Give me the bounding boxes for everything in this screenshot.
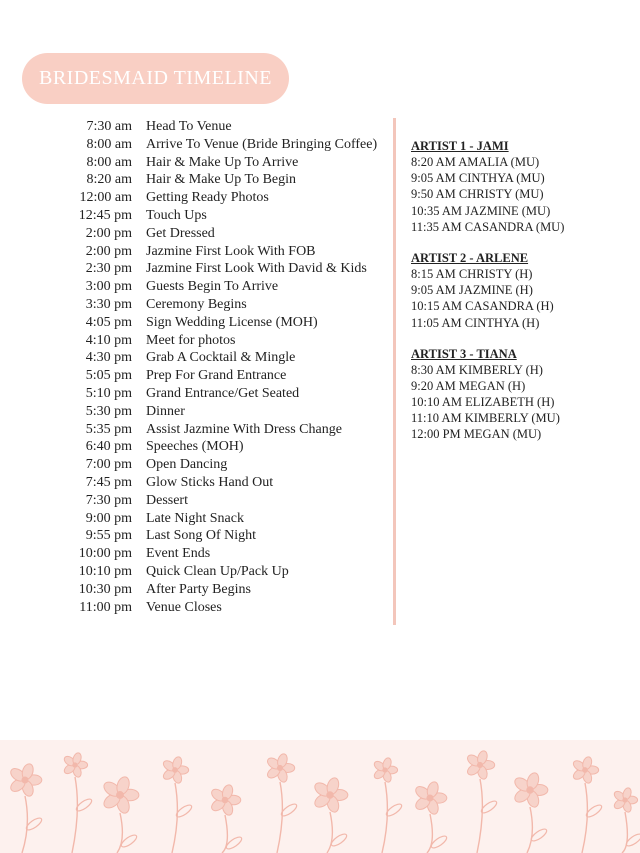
- timeline-time: 5:10 pm: [85, 385, 132, 401]
- timeline-time: 7:45 pm: [85, 474, 132, 490]
- timeline-time: 9:55 pm: [85, 528, 132, 544]
- timeline-event: Glow Sticks Hand Out: [146, 474, 274, 490]
- timeline-time: 7:30 pm: [85, 492, 132, 508]
- column-divider: [393, 118, 396, 625]
- timeline-event: Touch Ups: [146, 207, 207, 223]
- timeline-time: 7:30 am: [86, 119, 132, 134]
- timeline-event: Event Ends: [146, 546, 211, 562]
- timeline-row: [60, 421, 400, 439]
- timeline-event: Dessert: [146, 492, 188, 508]
- timeline-event: Get Dressed: [146, 225, 215, 241]
- timeline-event: Head To Venue: [146, 119, 232, 134]
- timeline-time: 8:00 am: [86, 136, 132, 152]
- timeline-time: 5:30 pm: [85, 403, 132, 419]
- timeline-event: Open Dancing: [146, 457, 228, 473]
- artist-slot: 9:05 AM CINTHYA (MU): [411, 171, 545, 186]
- timeline-event: Hair & Make Up To Begin: [146, 172, 297, 188]
- timeline-event: Arrive To Venue (Bride Bringing Coffee): [146, 136, 378, 152]
- artist-slot: 9:50 AM CHRISTY (MU): [411, 187, 544, 202]
- timeline-time: 3:30 pm: [85, 296, 132, 312]
- timeline-row: [60, 456, 400, 474]
- timeline-row: [60, 207, 400, 225]
- timeline-row: [60, 563, 400, 581]
- title-banner: [22, 53, 289, 104]
- timeline-time: 2:00 pm: [85, 243, 132, 259]
- timeline-time: 7:00 pm: [85, 457, 132, 473]
- timeline-event: Dinner: [146, 403, 185, 419]
- timeline-time: 2:30 pm: [85, 261, 132, 277]
- timeline-event: Prep For Grand Entrance: [146, 368, 287, 384]
- artist-slot: 10:10 AM ELIZABETH (H): [411, 395, 555, 410]
- timeline-row: [60, 492, 400, 510]
- timeline-row: [60, 332, 400, 350]
- timeline-time: 10:00 pm: [78, 546, 132, 562]
- flower-center: [382, 767, 387, 772]
- timeline-event: Assist Jazmine With Dress Change: [146, 421, 342, 437]
- timeline-row: [60, 385, 400, 403]
- timeline-row: [60, 403, 400, 421]
- timeline-row: [60, 171, 400, 189]
- timeline-event: Jazmine First Look With David & Kids: [146, 261, 367, 277]
- timeline-time: 12:45 pm: [78, 207, 132, 223]
- timeline-time: 3:00 pm: [85, 279, 132, 295]
- timeline-event: Grand Entrance/Get Seated: [146, 385, 300, 401]
- flower-center: [426, 794, 433, 801]
- timeline-event: Jazmine First Look With FOB: [146, 243, 316, 259]
- artist-slot: 10:35 AM JAZMINE (MU): [411, 203, 551, 218]
- artist-slot: 8:30 AM KIMBERLY (H): [411, 362, 543, 377]
- timeline-row: [60, 314, 400, 332]
- timeline-row: [60, 545, 400, 563]
- timeline-event: Quick Clean Up/Pack Up: [146, 563, 289, 579]
- flower-center: [477, 762, 483, 768]
- timeline-event: Hair & Make Up To Arrive: [146, 154, 299, 170]
- flower-center: [526, 786, 533, 793]
- timeline-event: Getting Ready Photos: [146, 190, 269, 206]
- artist-slot: 11:10 AM KIMBERLY (MU): [411, 411, 560, 426]
- artist-heading: ARTIST 3 - TIANA: [411, 346, 517, 361]
- timeline-event: Guests Begin To Arrive: [146, 279, 279, 295]
- flower-center: [222, 797, 229, 804]
- timeline-event: Sign Wedding License (MOH): [146, 314, 318, 330]
- timeline-row: [60, 296, 400, 314]
- timeline-row: [60, 367, 400, 385]
- timeline-row: [60, 136, 400, 154]
- timeline-event: Late Night Snack: [146, 510, 244, 526]
- timeline-time: 9:00 pm: [85, 510, 132, 526]
- timeline-event: Meet for photos: [146, 332, 236, 348]
- artist-slot: 8:20 AM AMALIA (MU): [411, 155, 540, 169]
- artist-slot: 8:15 AM CHRISTY (H): [411, 266, 533, 281]
- artist-slot: 10:15 AM CASANDRA (H): [411, 299, 554, 314]
- timeline-time: 10:30 pm: [78, 581, 132, 597]
- timeline-row: [60, 225, 400, 243]
- timeline-row: [60, 278, 400, 296]
- artist-slot: 9:20 AM MEGAN (H): [411, 378, 526, 393]
- timeline-time: 8:00 am: [86, 154, 132, 170]
- timeline-row: [60, 599, 400, 617]
- artist-slot: 12:00 PM MEGAN (MU): [411, 427, 542, 442]
- timeline-list: [60, 118, 400, 616]
- artist-heading: ARTIST 1 - JAMI: [411, 139, 509, 153]
- timeline-time: 10:10 pm: [78, 563, 132, 579]
- timeline-row: [60, 474, 400, 492]
- timeline-event: Grab A Cocktail & Mingle: [146, 350, 296, 366]
- timeline-time: 4:10 pm: [85, 332, 132, 348]
- artist-slot: 11:35 AM CASANDRA (MU): [411, 219, 565, 234]
- timeline-row: [60, 438, 400, 456]
- timeline-row: [60, 118, 400, 136]
- timeline-time: 5:05 pm: [85, 368, 132, 384]
- timeline-time: 8:20 am: [86, 172, 132, 188]
- artist-slot: 11:05 AM CINTHYA (H): [411, 315, 540, 330]
- flower-center: [72, 762, 77, 767]
- timeline-time: 6:40 pm: [85, 439, 132, 455]
- timeline-row: [60, 581, 400, 599]
- timeline-row: [60, 243, 400, 261]
- artist-schedule: [411, 138, 631, 458]
- flower-center: [582, 767, 588, 773]
- timeline-row: [60, 154, 400, 172]
- flower-center: [116, 791, 124, 799]
- timeline-row: [60, 527, 400, 545]
- timeline-time: 5:35 pm: [85, 421, 132, 437]
- timeline-time: 4:30 pm: [85, 350, 132, 366]
- artist-group: [411, 250, 631, 331]
- flower-center: [172, 767, 178, 773]
- timeline-event: Venue Closes: [146, 599, 222, 615]
- timeline-time: 2:00 pm: [85, 225, 132, 241]
- timeline-time: 12:00 am: [79, 190, 132, 206]
- timeline-row: [60, 510, 400, 528]
- flower-center: [622, 797, 627, 802]
- artist-group: [411, 346, 631, 443]
- page-title: BRIDESMAID TIMELINE: [38, 67, 272, 89]
- timeline-time: 4:05 pm: [85, 314, 132, 330]
- timeline-event: Speeches (MOH): [146, 439, 244, 455]
- flower-center: [277, 765, 283, 771]
- timeline-row: [60, 189, 400, 207]
- timeline-row: [60, 260, 400, 278]
- timeline-time: 11:00 pm: [79, 599, 132, 615]
- timeline-event: Ceremony Begins: [146, 296, 247, 312]
- timeline-row: [60, 349, 400, 367]
- timeline-event: Last Song Of Night: [146, 528, 257, 544]
- flower-center: [21, 776, 28, 783]
- artist-group: [411, 138, 631, 235]
- flower-center: [326, 791, 333, 798]
- artist-slot: 9:05 AM JAZMINE (H): [411, 283, 533, 298]
- timeline-event: After Party Begins: [146, 581, 251, 597]
- artist-heading: ARTIST 2 - ARLENE: [411, 250, 529, 265]
- floral-border-decoration: [0, 740, 640, 853]
